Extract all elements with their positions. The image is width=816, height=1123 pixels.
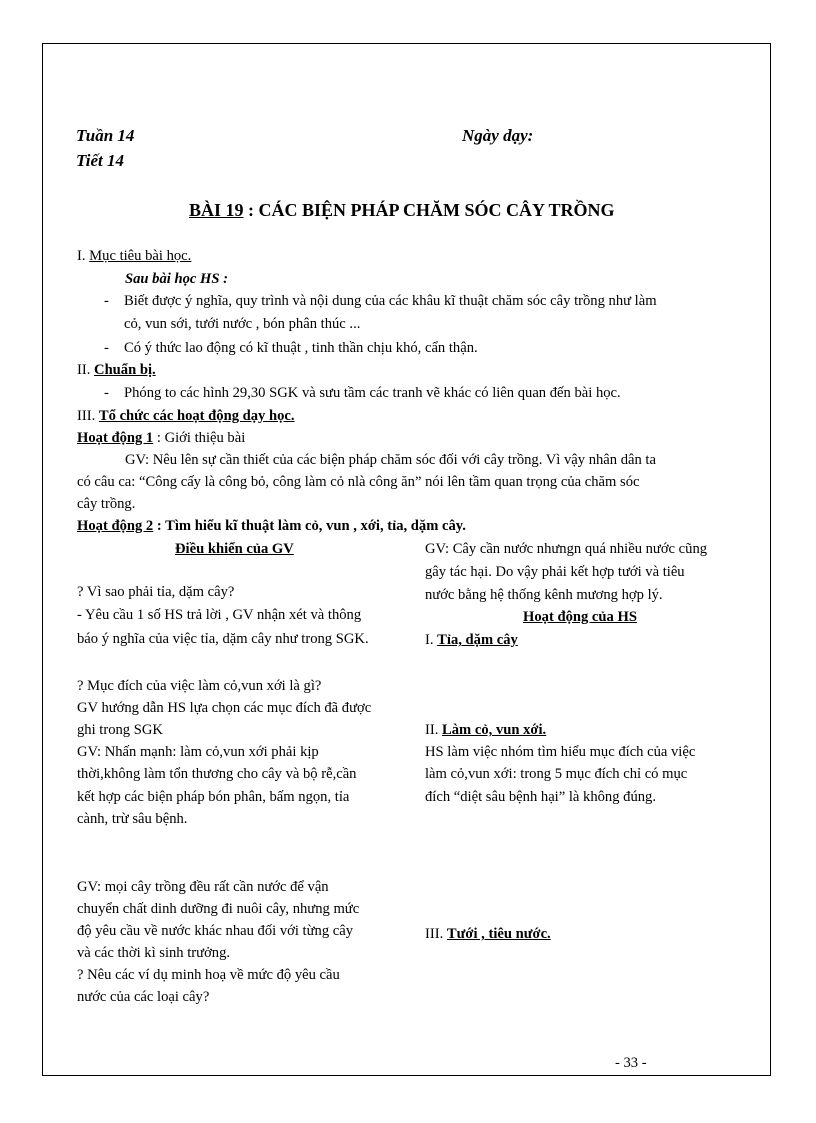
question-3-line-1: ? Nêu các ví dụ minh hoạ về mức độ yêu cầu: [77, 967, 340, 983]
activity-2-label: Hoạt động 2: [77, 518, 154, 534]
period-label: Tiết 14: [76, 151, 124, 170]
hs-answer-line-2: làm cỏ,vun xới: trong 5 mục đích chỉ có mục: [425, 766, 688, 782]
water-note-line-3: độ yêu cầu về nước khác nhau đối với từng cây: [77, 923, 354, 939]
page-border: [42, 43, 771, 1076]
subsection-1-title: Tỉa, dặm cây: [437, 632, 518, 648]
question-3-line-2: nước của các loại cây?: [77, 989, 210, 1005]
objective-1-line-2: cỏ, vun sới, tưới nước , bón phân thúc ...: [124, 316, 361, 332]
lesson-title: [189, 200, 615, 221]
activity-1-line-3: cây trồng.: [77, 496, 136, 512]
bullet-dash-icon: -: [104, 385, 109, 401]
question-2-guide-line-2: ghi trong SGK: [77, 722, 163, 738]
objectives-sub: Sau bài học HS :: [125, 271, 228, 287]
section-2-numeral: II.: [77, 362, 91, 378]
objective-2: Có ý thức lao động có kĩ thuật , tinh thần chịu khó, cẩn thận.: [124, 340, 478, 356]
week-label: Tuần 14: [76, 126, 135, 145]
gv-note-line-1: GV: Cây cần nước nhưngn quá nhiều nước cũng: [425, 541, 708, 557]
student-column-heading: Hoạt động của HS: [523, 609, 637, 625]
activity-1-title: : Giới thiệu bài: [153, 430, 246, 446]
activity-1-heading: [77, 430, 245, 447]
preparation-item: Phóng to các hình 29,30 SGK và sưu tầm các tranh vẽ khác có liên quan đến bài học.: [124, 385, 621, 401]
question-1: ? Vì sao phải tỉa, dặm cây?: [77, 584, 235, 600]
bullet-dash-icon: -: [104, 340, 109, 356]
water-note-line-1: GV: mọi cây trồng đều rất cần nước để vận: [77, 879, 329, 895]
activity-1-label: Hoạt động 1: [77, 430, 154, 446]
lesson-title-text: : CÁC BIỆN PHÁP CHĂM SÓC CÂY TRỒNG: [243, 200, 615, 220]
section-2-title: Chuẩn bị.: [94, 362, 156, 378]
question-2-note-line-1: GV: Nhấn mạnh: làm cỏ,vun xới phải kịp: [77, 744, 319, 760]
question-2: ? Mục đích của việc làm cỏ,vun xới là gì?: [77, 678, 322, 694]
section-2-heading: [77, 362, 156, 379]
subsection-3-numeral: III.: [425, 926, 444, 942]
activity-1-line-2: có câu ca: “Công cấy là công bỏ, công làm cỏ nlà công ăn” nói lên tầm quan trọng của chăm sóc: [77, 474, 640, 490]
lesson-number: BÀI 19: [189, 200, 244, 220]
question-2-note-line-2: thời,không làm tổn thương cho cây và bộ rễ,cần: [77, 766, 357, 782]
subsection-3-title: Tưới , tiêu nước.: [446, 926, 551, 942]
subsection-1-heading: [425, 632, 518, 649]
activity-1-line-1: GV: Nêu lên sự cần thiết của các biện pháp chăm sóc đối với cây trồng. Vì vậy nhân dân ta: [125, 452, 656, 468]
gv-note-line-3: nước bằng hệ thống kênh mương hợp lý.: [425, 587, 663, 603]
question-2-note-line-3: kết hợp các biện pháp bón phân, bấm ngọn, tỉa: [77, 789, 350, 805]
hs-answer-line-1: HS làm việc nhóm tìm hiểu mục đích của việc: [425, 744, 696, 760]
gv-note-line-2: gây tác hại. Do vậy phải kết hợp tưới và tiêu: [425, 564, 685, 580]
question-1-answer-line-2: báo ý nghĩa của việc tỉa, dặm cây như trong SGK.: [77, 631, 369, 647]
page-number: - 33 -: [615, 1055, 647, 1071]
objective-1-line-1: Biết được ý nghĩa, quy trình và nội dung của các khâu kĩ thuật chăm sóc cây trồng như làm: [124, 293, 657, 309]
section-1-numeral: I.: [77, 248, 86, 264]
date-label: Ngày dạy:: [462, 126, 534, 145]
section-1-title: Mục tiêu bài học.: [89, 248, 192, 264]
water-note-line-2: chuyển chất dinh dưỡng đi nuôi cây, nhưng mức: [77, 901, 360, 917]
section-1-heading: [77, 248, 191, 265]
subsection-2-numeral: II.: [425, 722, 439, 738]
question-2-guide-line-1: GV hướng dẫn HS lựa chọn các mục đích đã được: [77, 700, 372, 716]
water-note-line-4: và các thời kì sinh trưởng.: [77, 945, 231, 961]
section-3-heading: [77, 408, 295, 425]
activity-2-heading: [77, 518, 466, 535]
question-1-answer-line-1: - Yêu cầu 1 số HS trả lời , GV nhận xét và thông: [77, 607, 362, 623]
subsection-2-title: Làm cỏ, vun xới.: [442, 722, 547, 738]
subsection-2-heading: [425, 722, 546, 739]
activity-2-title: : Tìm hiểu kĩ thuật làm cỏ, vun , xới, tỉa, dặm cây.: [153, 518, 466, 534]
bullet-dash-icon: -: [104, 293, 109, 309]
question-2-note-line-4: cành, trừ sâu bệnh.: [77, 811, 188, 827]
section-3-numeral: III.: [77, 408, 96, 424]
subsection-1-numeral: I.: [425, 632, 434, 648]
section-3-title: Tổ chức các hoạt động dạy học.: [98, 408, 295, 424]
teacher-column-heading: Điều khiển của GV: [175, 541, 294, 557]
hs-answer-line-3: đích “diệt sâu bệnh hại” là không đúng.: [425, 789, 657, 805]
subsection-3-heading: [425, 926, 551, 943]
